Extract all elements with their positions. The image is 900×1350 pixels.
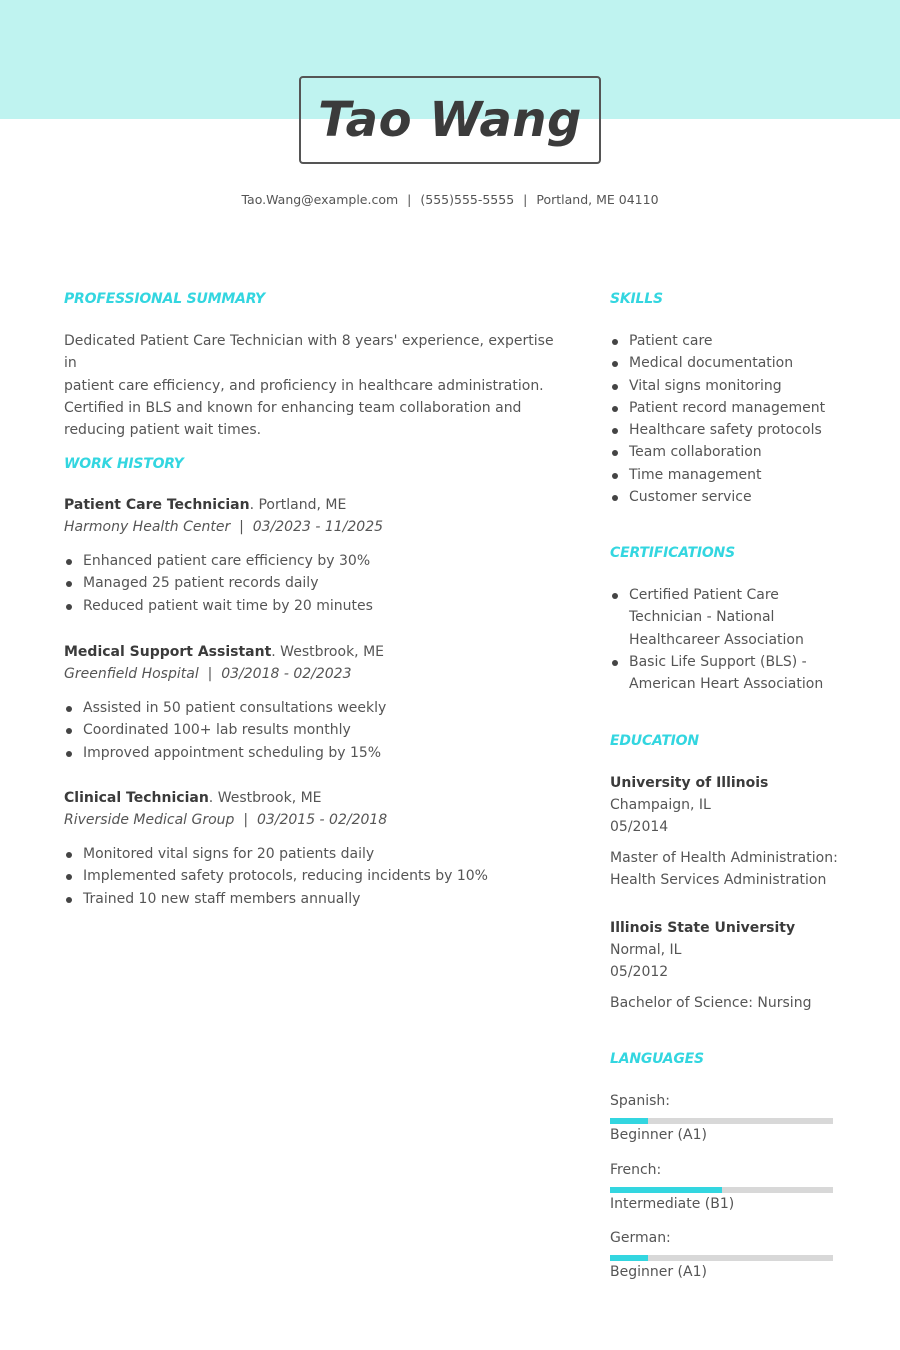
job-meta: Riverside Medical Group | 03/2015 - 02/2018 <box>64 812 388 828</box>
skills-heading: SKILLS <box>610 291 663 307</box>
list-item: Assisted in 50 patient consultations weekly <box>64 697 386 719</box>
education-school <box>610 917 795 939</box>
job-bullets <box>64 697 386 764</box>
skill-item: Healthcare safety protocols <box>610 419 825 441</box>
skill-item: Patient record management <box>610 397 825 419</box>
certification-item <box>610 651 823 696</box>
skill-item: Patient care <box>610 330 825 352</box>
skill-item: Team collaboration <box>610 441 825 463</box>
language-bar-fill <box>610 1255 648 1261</box>
language-level: Beginner (A1) <box>610 1264 707 1280</box>
education-heading: EDUCATION <box>610 733 699 749</box>
phone[interactable]: (555)555-5555 <box>420 192 515 207</box>
job-bullets <box>64 550 373 617</box>
education-degree: Master of Health Administration: <box>610 850 838 866</box>
job-role: Medical Support Assistant <box>64 644 272 660</box>
certification-line: Healthcareer Association <box>629 631 804 648</box>
email[interactable]: Tao.Wang@example.com <box>241 192 399 207</box>
certification-line: Certified Patient Care <box>629 587 779 603</box>
language-name: French: <box>610 1162 662 1178</box>
skill-item: Medical documentation <box>610 352 825 374</box>
language-bar <box>610 1187 833 1193</box>
summary-line: patient care efficiency, and proficiency in healthcare administration. <box>64 377 544 394</box>
education-degree: Bachelor of Science: Nursing <box>610 995 812 1011</box>
job-meta: Greenfield Hospital | 03/2018 - 02/2023 <box>64 666 352 682</box>
job-role: Patient Care Technician <box>64 497 250 513</box>
language-level: Intermediate (B1) <box>610 1196 735 1212</box>
education-place: Champaign, IL <box>610 797 711 813</box>
job-location: . Westbrook, ME <box>208 790 322 806</box>
list-item: Reduced patient wait time by 20 minutes <box>64 595 373 617</box>
language-bar <box>610 1255 833 1261</box>
education-date: 05/2012 <box>610 964 669 980</box>
list-item: Monitored vital signs for 20 patients daily <box>64 843 488 865</box>
contact-line <box>0 192 900 207</box>
skills-list <box>610 330 825 508</box>
summary-heading: PROFESSIONAL SUMMARY <box>64 291 265 307</box>
list-item: Enhanced patient care efficiency by 30% <box>64 550 373 572</box>
language-bar-fill <box>610 1187 722 1193</box>
language-name: Spanish: <box>610 1093 670 1109</box>
job-location: . Westbrook, ME <box>271 644 384 660</box>
school-name: Illinois State University <box>610 920 796 936</box>
certification-line: American Heart Association <box>629 676 824 693</box>
summary-line: Certified in BLS and known for enhancing team collaboration and <box>64 399 522 416</box>
skill-item: Customer service <box>610 486 825 508</box>
language-name: German: <box>610 1230 671 1246</box>
education-degree: Health Services Administration <box>610 872 827 888</box>
skill-item: Time management <box>610 464 825 486</box>
summary-line: reducing patient wait times. <box>64 422 262 439</box>
job-title <box>64 497 346 513</box>
work-history-heading: WORK HISTORY <box>64 456 184 472</box>
language-bar <box>610 1118 833 1124</box>
education-school <box>610 772 768 794</box>
candidate-name: Tao Wang <box>318 92 582 148</box>
name-box <box>299 76 601 164</box>
summary-text <box>64 330 564 441</box>
separator: | <box>407 192 412 207</box>
job-location: . Portland, ME <box>249 497 347 513</box>
list-item: Trained 10 new staff members annually <box>64 888 488 910</box>
address: Portland, ME 04110 <box>536 192 659 207</box>
certification-line: Basic Life Support (BLS) - <box>629 653 807 670</box>
job-role: Clinical Technician <box>64 790 209 806</box>
job-title <box>64 644 384 660</box>
summary-line: Dedicated Patient Care Technician with 8 years' experience, expertise in <box>64 333 554 372</box>
job-bullets <box>64 843 488 910</box>
job-title <box>64 790 322 806</box>
language-level: Beginner (A1) <box>610 1127 707 1143</box>
list-item: Implemented safety protocols, reducing incidents by 10% <box>64 865 488 887</box>
skill-item: Vital signs monitoring <box>610 375 825 397</box>
list-item: Managed 25 patient records daily <box>64 572 373 594</box>
list-item: Improved appointment scheduling by 15% <box>64 742 386 764</box>
certifications-heading: CERTIFICATIONS <box>610 545 735 561</box>
list-item: Coordinated 100+ lab results monthly <box>64 719 386 741</box>
certification-line: Technician - National <box>629 609 775 626</box>
education-place: Normal, IL <box>610 942 682 958</box>
languages-heading: LANGUAGES <box>610 1051 704 1067</box>
school-name: University of Illinois <box>610 775 769 791</box>
education-date: 05/2014 <box>610 819 669 835</box>
certifications-list <box>610 584 823 695</box>
job-meta: Harmony Health Center | 03/2023 - 11/2025 <box>64 519 384 535</box>
language-bar-fill <box>610 1118 648 1124</box>
certification-item <box>610 584 823 651</box>
separator: | <box>523 192 528 207</box>
